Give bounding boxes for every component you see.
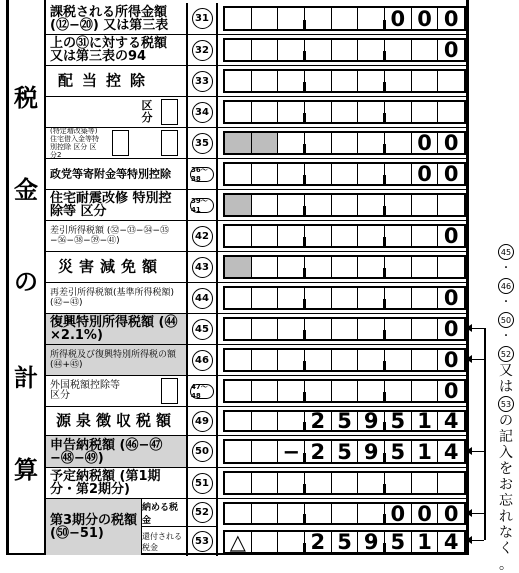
digit-cell[interactable]	[332, 102, 359, 122]
digit-cell[interactable]	[358, 381, 385, 401]
digit-cell[interactable]	[252, 102, 279, 122]
digit-cell[interactable]: 0	[443, 38, 459, 62]
refund-label: 還付される税金	[142, 527, 188, 556]
amount-field[interactable]	[223, 439, 466, 464]
bracket-line	[484, 328, 486, 540]
digit-cell[interactable]	[358, 226, 385, 246]
digit-cell[interactable]: 0	[443, 131, 459, 155]
digit-cell[interactable]	[305, 504, 332, 523]
digit-cell[interactable]	[385, 288, 412, 308]
bracket-tick-46	[470, 359, 484, 360]
digit-cell[interactable]	[385, 71, 412, 91]
category-box-2[interactable]	[161, 130, 178, 156]
bracket-tick-52	[470, 513, 484, 514]
arrow-46	[466, 355, 472, 363]
row-35	[46, 127, 469, 158]
section-char-3: の	[14, 268, 38, 296]
digit-cell[interactable]	[278, 71, 305, 91]
digit-cell[interactable]	[305, 71, 332, 91]
digit-cell	[252, 133, 279, 153]
row-32	[46, 34, 469, 65]
digit-cell[interactable]	[385, 226, 412, 246]
row-label: (特定増改築等) 住宅借入金等特別控除 区分 区分2	[50, 128, 99, 158]
digit-cell	[225, 133, 252, 153]
side-num: 52	[498, 346, 514, 362]
digit-cell[interactable]: 1	[412, 441, 439, 462]
row-number: 51	[192, 473, 213, 494]
arrow-52	[466, 509, 472, 517]
digit-cell[interactable]	[225, 319, 252, 339]
digit-cell[interactable]: 0	[412, 133, 439, 153]
digit-cell[interactable]	[412, 226, 439, 246]
row-label: 住宅耐震改修 特別控除等 区分	[50, 191, 172, 219]
side-note: 45 ・ 46 ・ 50 ・ 52 又 は 53 の 記 入 を お 忘 れ な く 。	[496, 243, 516, 573]
digit-cell[interactable]	[412, 288, 439, 308]
digit-cell[interactable]	[412, 257, 439, 277]
digit-cell[interactable]	[412, 319, 439, 339]
arrow-50	[466, 447, 472, 455]
digit-cell[interactable]	[358, 473, 385, 493]
row-label: 第3期分の税額 (㊿−51)	[50, 513, 138, 541]
digit-cell[interactable]	[358, 40, 385, 60]
digit-cell[interactable]	[252, 288, 279, 308]
section-char-2: 金	[14, 176, 38, 204]
row-label: 配当控除	[58, 71, 155, 90]
row-46	[46, 344, 469, 375]
row-number: 39〜41	[190, 198, 214, 213]
digit-cell[interactable]	[385, 102, 412, 122]
digit-cell[interactable]	[332, 40, 359, 60]
category-box[interactable]	[161, 378, 178, 404]
digit-cell[interactable]	[385, 319, 412, 339]
digit-cell[interactable]	[252, 441, 279, 462]
digit-cell[interactable]	[332, 164, 359, 184]
digit-cell[interactable]	[305, 8, 332, 29]
digit-cell[interactable]	[278, 473, 305, 493]
amount-field[interactable]	[223, 131, 466, 155]
digit-cell[interactable]	[332, 8, 359, 29]
digit-cell[interactable]: 1	[412, 532, 439, 552]
digit-cell[interactable]	[332, 473, 359, 493]
digit-cell[interactable]	[225, 71, 252, 91]
digit-cell[interactable]	[305, 102, 332, 122]
digit-cell[interactable]	[278, 8, 305, 29]
row-number: 45	[192, 319, 213, 340]
digit-cell[interactable]	[305, 226, 332, 246]
amount-field[interactable]	[223, 6, 466, 31]
row-label: 申告納税額 (㊻−㊼−㊽−㊾)	[50, 437, 163, 466]
side-num: 45	[498, 244, 514, 260]
row-label: 所得税及び復興特別所得税の額 (㊹+㊺)	[50, 350, 177, 370]
amount-field[interactable]	[223, 379, 466, 403]
digit-cell[interactable]	[252, 473, 279, 493]
digit-cell[interactable]: 9	[358, 532, 385, 552]
digit-cell[interactable]	[385, 257, 412, 277]
row-label: 復興特別所得税額 (㊹×2.1%)	[50, 315, 178, 343]
row-31	[46, 3, 469, 34]
row-label: 政党等寄附金等特別控除	[50, 167, 171, 181]
digit-cell[interactable]	[332, 71, 359, 91]
digit-cell[interactable]	[225, 102, 252, 122]
digit-cell[interactable]: 0	[412, 164, 439, 184]
row-49	[46, 406, 469, 435]
category-box-1[interactable]	[112, 130, 129, 156]
row-52-53	[46, 498, 469, 555]
digit-cell[interactable]	[278, 257, 305, 277]
digit-cell[interactable]	[412, 381, 439, 401]
digit-cell[interactable]	[305, 40, 332, 60]
digit-cell[interactable]: 1	[412, 412, 439, 430]
digit-cell[interactable]	[305, 133, 332, 153]
digit-cell[interactable]: 0	[412, 8, 439, 29]
digit-cell[interactable]	[278, 133, 305, 153]
arrow-45	[466, 324, 472, 332]
digit-cell[interactable]	[438, 71, 464, 91]
row-50	[46, 435, 469, 467]
row-42	[46, 220, 469, 251]
digit-cell[interactable]: 5	[385, 412, 412, 430]
row-51	[46, 467, 469, 498]
digit-cell[interactable]	[385, 133, 412, 153]
digit-cell[interactable]: 5	[332, 532, 359, 552]
row-number: 34	[192, 102, 213, 123]
digit-cell[interactable]	[358, 319, 385, 339]
amount-field[interactable]	[223, 162, 466, 186]
row-number: 53	[192, 531, 213, 552]
digit-cell[interactable]	[252, 40, 279, 60]
digit-cell[interactable]: 5	[332, 412, 359, 430]
digit-cell[interactable]	[332, 319, 359, 339]
section-char-1: 税	[14, 84, 38, 112]
digit-cell[interactable]	[305, 319, 332, 339]
digit-cell[interactable]	[278, 381, 305, 401]
amount-field[interactable]	[223, 471, 466, 495]
digit-cell[interactable]: 0	[443, 286, 459, 310]
digit-cell[interactable]: 0	[443, 224, 459, 248]
digit-cell[interactable]	[438, 257, 464, 277]
amount-field[interactable]	[223, 69, 466, 93]
digit-cell[interactable]	[225, 412, 252, 430]
row-36-38	[46, 158, 469, 189]
row-34	[46, 96, 469, 127]
digit-cell[interactable]: 2	[305, 441, 332, 462]
digit-cell[interactable]	[278, 350, 305, 370]
bracket-tick-53	[470, 540, 484, 541]
digit-cell[interactable]: 9	[358, 441, 385, 462]
digit-cell[interactable]	[278, 504, 305, 523]
digit-cell[interactable]: 2	[305, 412, 332, 430]
amount-field[interactable]	[223, 100, 466, 124]
digit-cell[interactable]	[252, 319, 279, 339]
section-char-5: 算	[14, 456, 38, 484]
row-label: 災害減免額	[58, 257, 164, 276]
digit-cell[interactable]: 4	[443, 530, 459, 554]
row-label: 差引所得税額 (㉜−㉝−㉞−㉟−㊱−㊳−㊴−㊶)	[50, 226, 169, 246]
digit-cell[interactable]	[332, 133, 359, 153]
amount-field-refund[interactable]	[223, 530, 466, 554]
row-label: 上の㉛に対する税額 又は第三表の94	[50, 36, 168, 64]
digit-cell[interactable]	[305, 288, 332, 308]
amount-field[interactable]	[223, 38, 466, 62]
side-text-or: 又 は	[499, 363, 513, 395]
digit-cell[interactable]	[252, 226, 279, 246]
digit-cell[interactable]	[305, 195, 332, 215]
amount-field[interactable]	[223, 193, 466, 217]
digit-cell[interactable]	[332, 257, 359, 277]
digit-cell[interactable]	[358, 288, 385, 308]
digit-cell[interactable]	[385, 473, 412, 493]
digit-cell[interactable]	[332, 381, 359, 401]
digit-cell[interactable]	[252, 412, 279, 430]
digit-cell[interactable]	[278, 164, 305, 184]
digit-cell[interactable]	[252, 195, 279, 215]
digit-cell[interactable]: 0	[385, 504, 412, 523]
digit-cell[interactable]	[252, 71, 279, 91]
side-num: 50	[498, 312, 514, 328]
digit-cell[interactable]	[385, 40, 412, 60]
digit-cell[interactable]	[252, 8, 279, 29]
digit-cell[interactable]	[305, 350, 332, 370]
digit-cell[interactable]	[278, 195, 305, 215]
digit-cell[interactable]	[438, 473, 464, 493]
row-number: 52	[192, 502, 213, 523]
digit-cell[interactable]	[225, 40, 252, 60]
side-num: 53	[498, 396, 514, 412]
digit-cell[interactable]: 0	[443, 348, 459, 372]
row-number: 32	[192, 40, 213, 61]
digit-cell[interactable]	[225, 381, 252, 401]
row-number: 35	[192, 133, 213, 154]
digit-cell[interactable]	[278, 40, 305, 60]
digit-cell[interactable]	[412, 195, 439, 215]
digit-cell[interactable]	[358, 102, 385, 122]
row-44	[46, 282, 469, 313]
side-num: 46	[498, 278, 514, 294]
digit-cell[interactable]	[305, 381, 332, 401]
side-text-reminder: の 記 入 を お 忘 れ な く 。	[499, 413, 513, 573]
digit-cell[interactable]	[385, 350, 412, 370]
digit-cell[interactable]	[358, 133, 385, 153]
row-45	[46, 313, 469, 344]
digit-cell[interactable]	[252, 532, 279, 552]
row-number: 47〜48	[190, 384, 214, 399]
digit-cell	[225, 195, 252, 215]
digit-cell[interactable]: 0	[412, 504, 439, 523]
row-number: 31	[192, 8, 213, 29]
digit-cell[interactable]	[225, 350, 252, 370]
digit-cell[interactable]: △	[225, 532, 252, 552]
digit-cell[interactable]	[278, 319, 305, 339]
digit-cell[interactable]	[332, 195, 359, 215]
digit-cell[interactable]: 0	[443, 379, 459, 403]
digit-cell[interactable]	[305, 164, 332, 184]
digit-cell[interactable]	[252, 257, 279, 277]
row-number: 50	[192, 441, 213, 462]
digit-cell[interactable]	[385, 164, 412, 184]
digit-cell[interactable]: 5	[332, 441, 359, 462]
digit-cell[interactable]	[438, 102, 464, 122]
digit-cell[interactable]	[332, 504, 359, 523]
digit-cell[interactable]: 0	[385, 8, 412, 29]
digit-cell[interactable]	[358, 8, 385, 29]
digit-cell[interactable]: 0	[443, 501, 459, 526]
digit-cell[interactable]	[332, 350, 359, 370]
digit-cell[interactable]	[412, 473, 439, 493]
digit-cell[interactable]	[225, 164, 252, 184]
row-33	[46, 65, 469, 96]
bracket-tick-45	[470, 328, 484, 329]
digit-cell[interactable]	[358, 164, 385, 184]
digit-cell[interactable]: 4	[443, 439, 459, 464]
row-number: 33	[192, 71, 213, 92]
row-label: 外国税額控除等 区分	[50, 380, 120, 401]
digit-cell[interactable]	[332, 226, 359, 246]
amount-field[interactable]	[223, 286, 466, 310]
amount-field[interactable]	[223, 410, 466, 432]
arrow-53	[466, 536, 472, 544]
amount-field[interactable]	[223, 224, 466, 248]
digit-cell[interactable]	[332, 288, 359, 308]
digit-cell[interactable]: 0	[443, 162, 459, 186]
digit-cell[interactable]: 0	[443, 317, 459, 341]
digit-cell[interactable]	[278, 102, 305, 122]
row-39-41	[46, 189, 469, 220]
amount-field[interactable]	[223, 255, 466, 279]
digit-cell[interactable]: 5	[385, 532, 412, 552]
digit-cell[interactable]	[278, 226, 305, 246]
row-label: 予定納税額 (第1期分・第2期分)	[50, 469, 161, 497]
bracket-tick-50	[470, 451, 484, 452]
row-label: 再差引所得税額(基準所得税額) (㊷−㊸)	[50, 288, 175, 308]
row-47-48	[46, 375, 469, 406]
row-number: 46	[192, 350, 213, 371]
digit-cell[interactable]	[278, 412, 305, 430]
digit-cell[interactable]	[252, 381, 279, 401]
digit-cell[interactable]	[358, 195, 385, 215]
row-number: 44	[192, 288, 213, 309]
row-label: 課税される所得金額 (⑫−⑳) 又は第三表	[50, 4, 169, 33]
digit-cell[interactable]	[358, 71, 385, 91]
section-char-4: 計	[14, 364, 38, 392]
digit-cell[interactable]	[225, 441, 252, 462]
digit-cell[interactable]: 5	[385, 441, 412, 462]
digit-cell[interactable]	[412, 102, 439, 122]
row-label: 区分	[141, 99, 153, 124]
digit-cell[interactable]	[385, 381, 412, 401]
digit-cell[interactable]	[385, 195, 412, 215]
digit-cell[interactable]: 4	[443, 409, 459, 433]
digit-cell[interactable]	[252, 350, 279, 370]
digit-cell[interactable]	[225, 288, 252, 308]
digit-cell	[225, 257, 252, 277]
digit-cell[interactable]	[252, 164, 279, 184]
digit-cell[interactable]	[252, 504, 279, 523]
amount-field-pay[interactable]	[223, 502, 466, 525]
digit-cell[interactable]	[305, 257, 332, 277]
row-number: 43	[192, 257, 213, 278]
digit-cell[interactable]	[412, 71, 439, 91]
row-label: 源泉徴収税額	[56, 411, 177, 430]
digit-cell[interactable]: −	[278, 441, 305, 462]
row-43	[46, 251, 469, 282]
digit-cell[interactable]	[358, 504, 385, 523]
digit-cell[interactable]	[278, 532, 305, 552]
row-number: 49	[192, 411, 213, 432]
digit-cell[interactable]	[305, 473, 332, 493]
digit-cell[interactable]	[225, 473, 252, 493]
amount-field[interactable]	[223, 348, 466, 372]
category-box[interactable]	[161, 99, 178, 125]
digit-cell[interactable]: 0	[443, 6, 459, 31]
row-number: 42	[192, 226, 213, 247]
digit-cell[interactable]	[438, 195, 464, 215]
digit-cell[interactable]	[358, 350, 385, 370]
pay-label: 納める税金	[142, 499, 188, 527]
digit-cell[interactable]	[412, 350, 439, 370]
digit-cell[interactable]	[225, 8, 252, 29]
digit-cell[interactable]	[225, 504, 252, 523]
row-number: 36〜38	[190, 167, 214, 182]
digit-cell[interactable]	[358, 257, 385, 277]
digit-cell[interactable]	[278, 288, 305, 308]
digit-cell[interactable]: 9	[358, 412, 385, 430]
digit-cell[interactable]	[412, 40, 439, 60]
digit-cell[interactable]: 2	[305, 532, 332, 552]
amount-field[interactable]	[223, 317, 466, 341]
digit-cell[interactable]	[225, 226, 252, 246]
